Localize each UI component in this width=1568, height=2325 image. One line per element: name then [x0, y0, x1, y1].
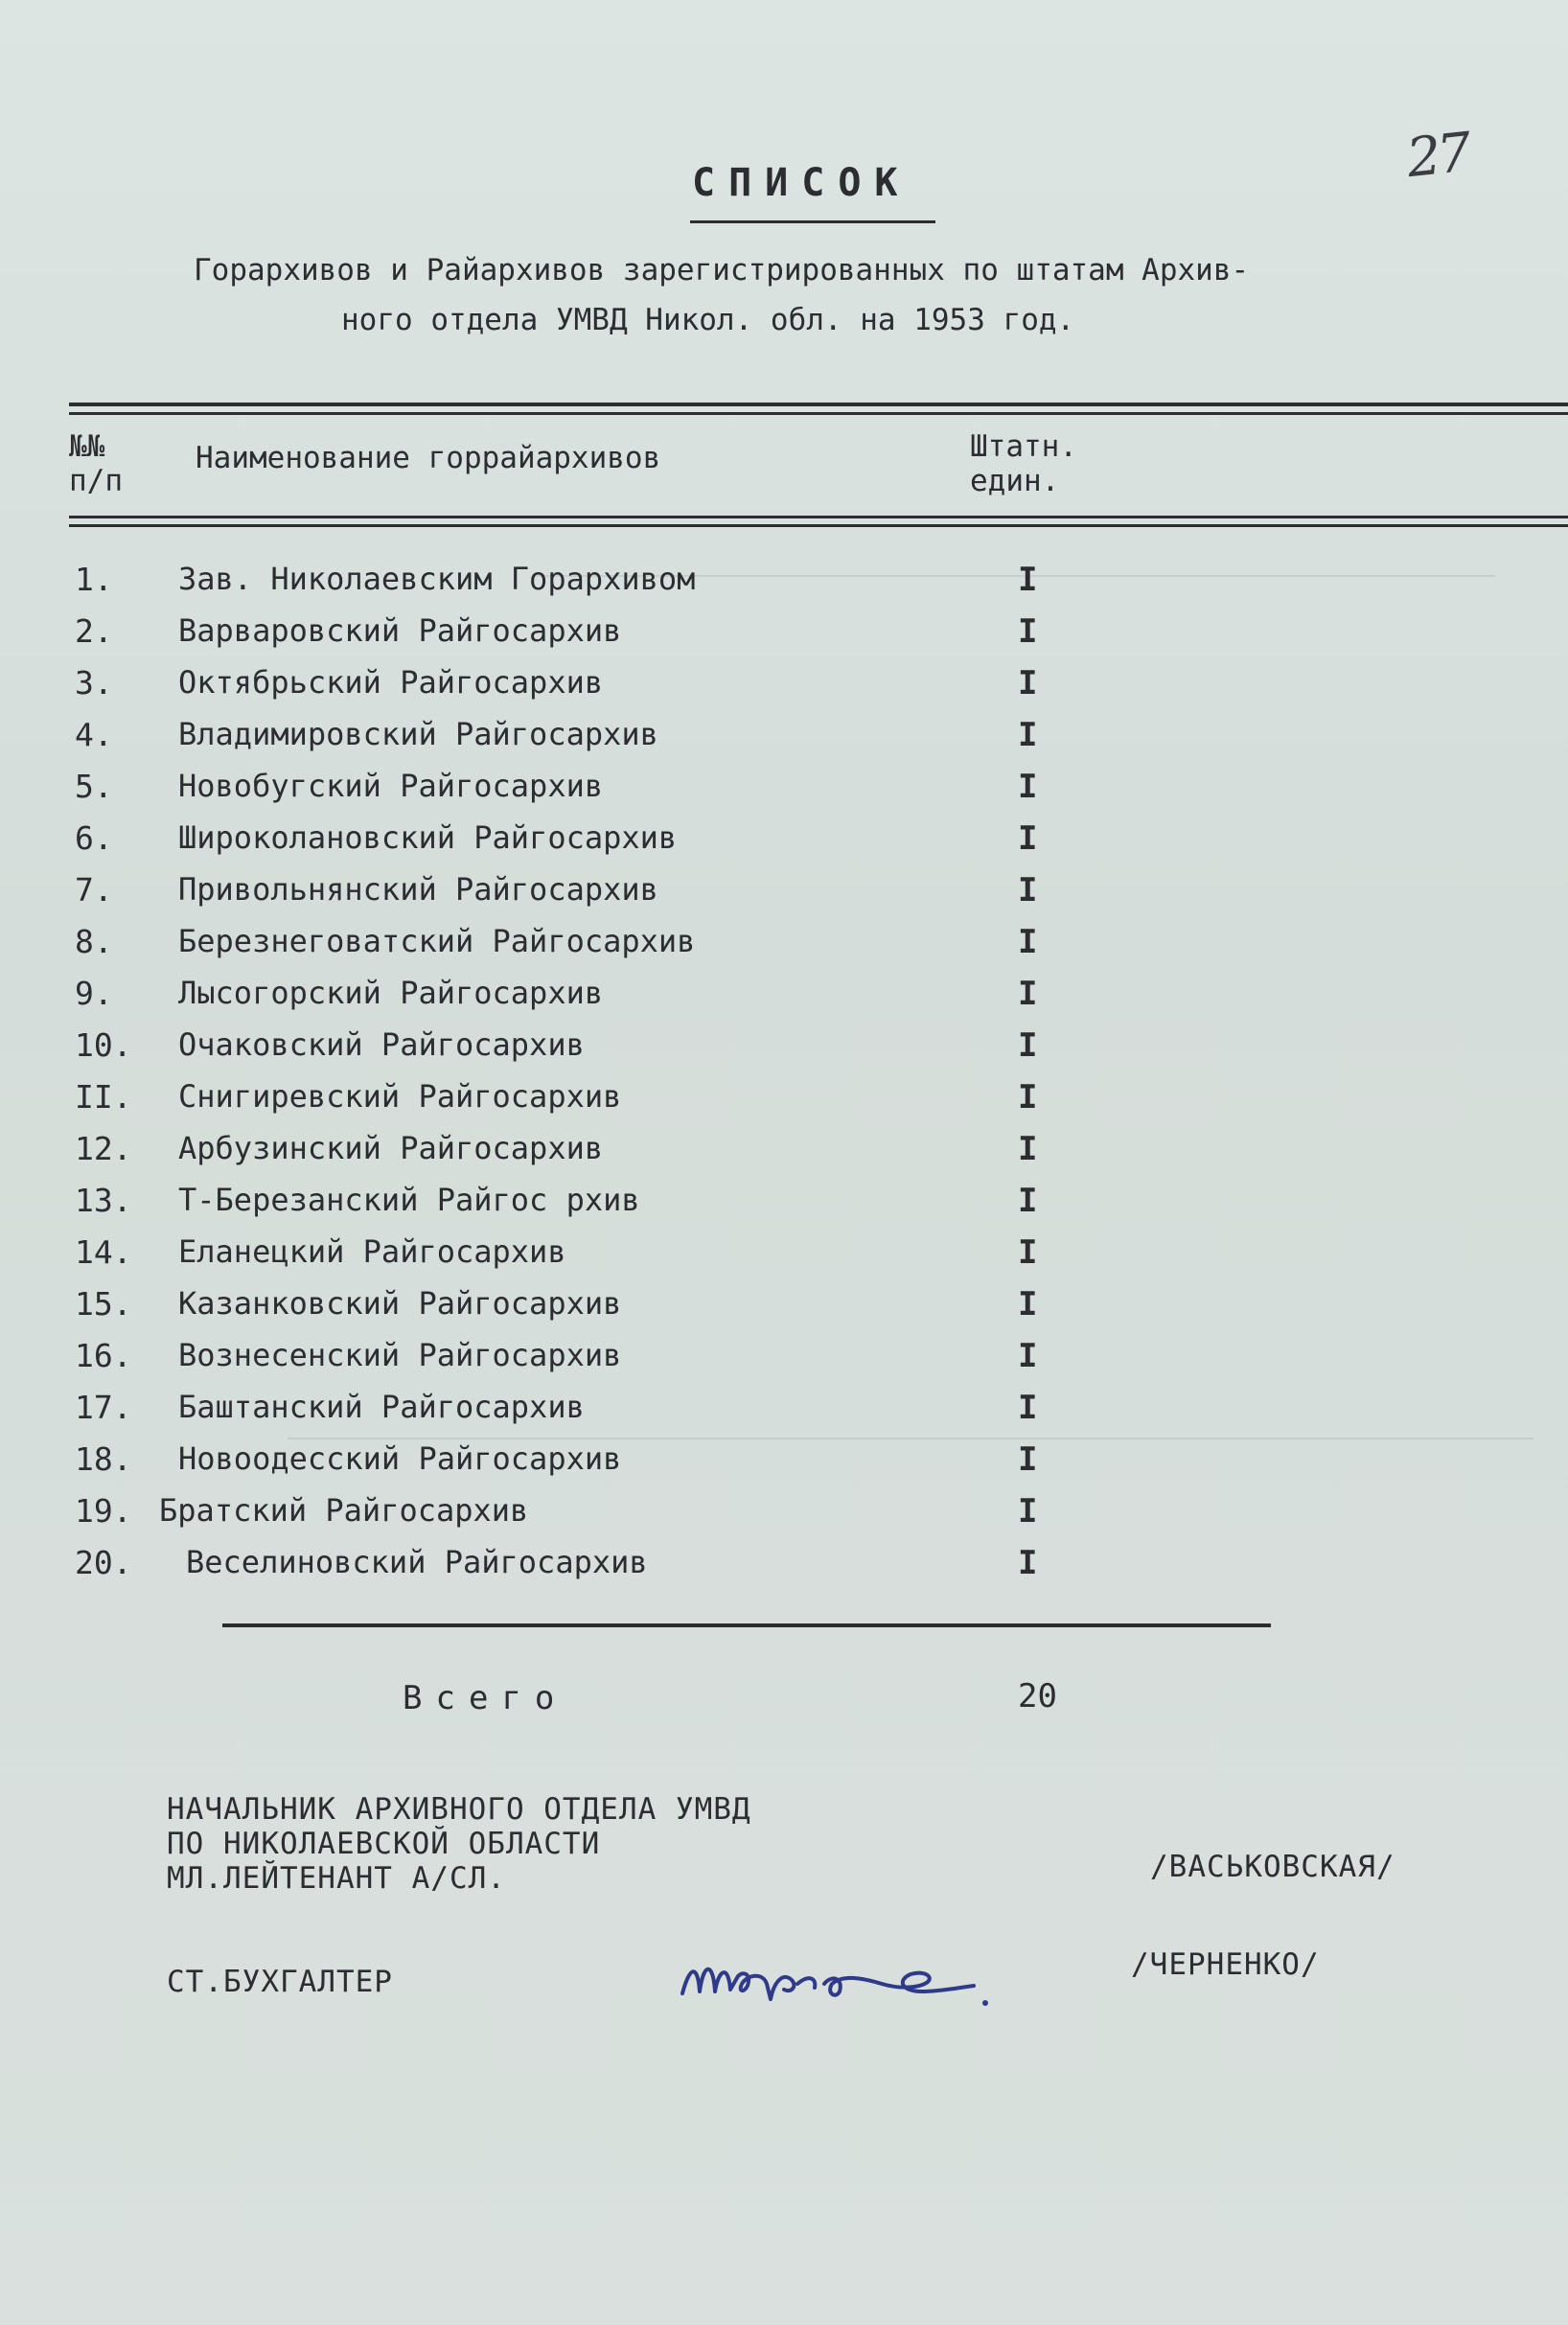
- archive-name: Варваровский Райгосархив: [178, 612, 622, 649]
- table-row: [0, 561, 1568, 612]
- staff-count: I: [1018, 664, 1038, 702]
- handwritten-signature-image: [671, 1936, 997, 2022]
- row-number: 20.: [75, 1544, 132, 1581]
- staff-count: I: [1018, 1182, 1038, 1220]
- total-separator-rule: [222, 1623, 1271, 1627]
- staff-count: I: [1018, 768, 1038, 806]
- table-top-rule: [69, 403, 1568, 406]
- archive-name: Казанковский Райгосархив: [178, 1285, 622, 1322]
- archive-name: Вознесенский Райгосархив: [178, 1337, 622, 1373]
- row-number: 8.: [75, 923, 113, 960]
- page-title: СПИСОК: [692, 161, 911, 205]
- row-number: 19.: [75, 1492, 132, 1530]
- row-number: 13.: [75, 1182, 132, 1219]
- staff-count: I: [1018, 1389, 1038, 1427]
- title-underline: [690, 220, 935, 223]
- table-row: [0, 871, 1568, 923]
- archive-name: Арбузинский Райгосархив: [178, 1130, 604, 1166]
- archive-name: Снигиревский Райгосархив: [178, 1078, 622, 1115]
- accountant-name: /ЧЕРНЕНКО/: [1131, 1947, 1320, 1982]
- table-row: [0, 975, 1568, 1026]
- archive-name: Привольнянский Райгосархив: [178, 871, 658, 908]
- header-number-label: [69, 429, 123, 498]
- staff-count: I: [1018, 561, 1038, 599]
- archive-name: Зав. Николаевским Горархивом: [178, 561, 696, 597]
- staff-count: I: [1018, 1544, 1038, 1582]
- table-row: [0, 768, 1568, 819]
- staff-count: I: [1018, 1337, 1038, 1375]
- subtitle-line-2: ного отдела УМВД Никол. обл. на 1953 год.: [341, 303, 1075, 337]
- table-row: [0, 716, 1568, 768]
- row-number: II.: [75, 1078, 132, 1116]
- archive-name: Веселиновский Райгосархив: [186, 1544, 648, 1580]
- staff-count: I: [1018, 1285, 1038, 1324]
- archive-name: Владимировский Райгосархив: [178, 716, 658, 752]
- staff-count: I: [1018, 923, 1038, 961]
- staff-count: I: [1018, 1026, 1038, 1065]
- table-row: [0, 1130, 1568, 1182]
- row-number: 18.: [75, 1440, 132, 1478]
- table-row: [0, 1337, 1568, 1389]
- row-number: 1.: [75, 561, 113, 598]
- archive-name: Широколановский Райгосархив: [178, 819, 678, 856]
- table-row: [0, 1233, 1568, 1285]
- table-row: [0, 1182, 1568, 1233]
- row-number: 12.: [75, 1130, 132, 1167]
- row-number: 16.: [75, 1337, 132, 1374]
- archive-name: Братский Райгосархив: [159, 1492, 529, 1529]
- archive-name: Т-Березанский Райгос рхив: [178, 1182, 640, 1218]
- bleed-through-texture: [1131, 345, 1533, 404]
- staff-count: I: [1018, 1440, 1038, 1479]
- archive-name: Березнеговатский Райгосархив: [178, 923, 696, 959]
- header-number-line-1: №№: [69, 429, 105, 464]
- staff-count: I: [1018, 716, 1038, 754]
- table-row: [0, 1389, 1568, 1440]
- total-value: 20: [1018, 1677, 1057, 1715]
- staff-count: I: [1018, 1078, 1038, 1116]
- row-number: 17.: [75, 1389, 132, 1426]
- row-number: 14.: [75, 1233, 132, 1271]
- accountant-title: СТ.БУХГАЛТЕР: [167, 1965, 393, 1999]
- table-header-bottom-rule: [69, 524, 1568, 527]
- subtitle-line-1: Горархивов и Райархивов зарегистрированных по штатам Архив-: [194, 253, 1250, 288]
- table-row: [0, 1078, 1568, 1130]
- header-number-line-2: п/п: [69, 464, 123, 498]
- row-number: 3.: [75, 664, 113, 702]
- table-row: [0, 1492, 1568, 1544]
- table-row: [0, 1544, 1568, 1596]
- row-number: 5.: [75, 768, 113, 805]
- row-number: 15.: [75, 1285, 132, 1323]
- table-row: [0, 1285, 1568, 1337]
- row-number: 10.: [75, 1026, 132, 1064]
- table-row: [0, 1440, 1568, 1492]
- staff-count: I: [1018, 1492, 1038, 1531]
- table-top-rule: [69, 412, 1568, 415]
- header-count-line-2: един.: [970, 464, 1060, 498]
- table-row: [0, 819, 1568, 871]
- head-title-line-3: МЛ.ЛЕЙТЕНАНТ А/СЛ.: [167, 1861, 506, 1896]
- archive-name: Лысогорский Райгосархив: [178, 975, 604, 1011]
- staff-count: I: [1018, 975, 1038, 1013]
- handwritten-page-number: 27: [1403, 121, 1471, 191]
- archive-name: Еланецкий Райгосархив: [178, 1233, 566, 1270]
- archive-name: Новобугский Райгосархив: [178, 768, 604, 804]
- header-name-label: Наименование горрайархивов: [196, 441, 661, 475]
- head-title-line-2: ПО НИКОЛАЕВСКОЙ ОБЛАСТИ: [167, 1827, 601, 1861]
- staff-count: I: [1018, 1233, 1038, 1272]
- table-row: [0, 664, 1568, 716]
- archive-name: Октябрьский Райгосархив: [178, 664, 604, 701]
- table-header-bottom-rule: [69, 516, 1568, 518]
- staff-count: I: [1018, 871, 1038, 909]
- archive-name: Новоодесский Райгосархив: [178, 1440, 622, 1477]
- row-number: 2.: [75, 612, 113, 650]
- archive-name: Баштанский Райгосархив: [178, 1389, 585, 1425]
- row-number: 7.: [75, 871, 113, 909]
- table-row: [0, 612, 1568, 664]
- table-row: [0, 923, 1568, 975]
- staff-count: I: [1018, 819, 1038, 858]
- total-label: Всего: [403, 1679, 568, 1717]
- archive-name: Очаковский Райгосархив: [178, 1026, 585, 1063]
- row-number: 6.: [75, 819, 113, 857]
- staff-count: I: [1018, 612, 1038, 651]
- head-title-line-1: НАЧАЛЬНИК АРХИВНОГО ОТДЕЛА УМВД: [167, 1792, 751, 1827]
- table-row: [0, 1026, 1568, 1078]
- header-count-line-1: Штатн.: [970, 429, 1077, 464]
- header-count-label: [970, 429, 1077, 498]
- staff-count: I: [1018, 1130, 1038, 1168]
- row-number: 4.: [75, 716, 113, 753]
- row-number: 9.: [75, 975, 113, 1012]
- head-name: /ВАСЬКОВСКАЯ/: [1150, 1850, 1395, 1884]
